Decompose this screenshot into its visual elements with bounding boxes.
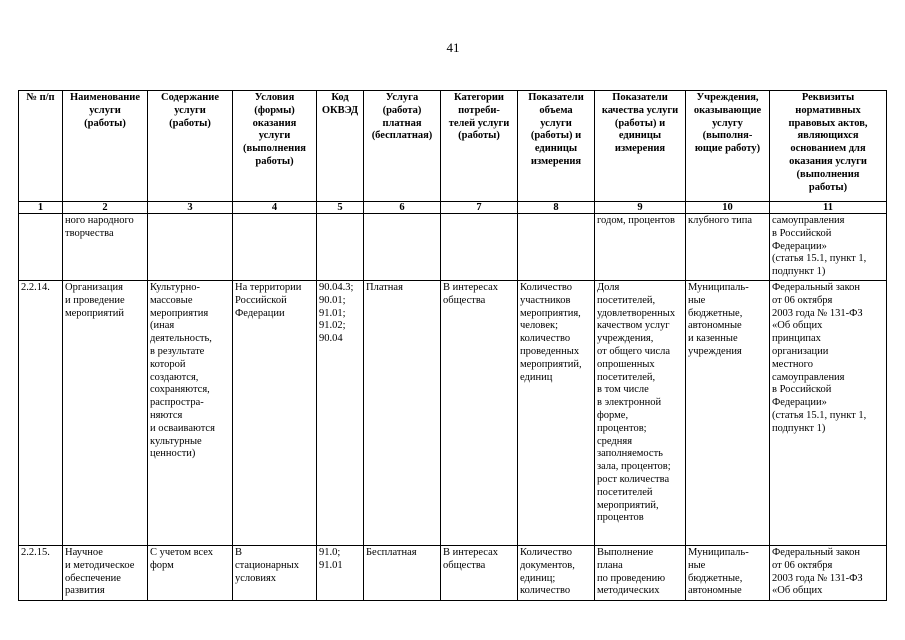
cell-line: (иная xyxy=(150,320,175,332)
cell-line: мероприятия, xyxy=(520,307,581,319)
table-cell xyxy=(317,214,364,281)
cell-line: являющихся xyxy=(797,130,859,142)
cell-line: (работы) xyxy=(458,130,500,142)
cell-line: основанием для xyxy=(790,143,866,155)
cell-line: деятельность, xyxy=(150,333,212,345)
table-cell xyxy=(19,281,63,546)
cell-line: форм xyxy=(150,559,174,571)
cell-line: единицы xyxy=(534,143,578,155)
cell-line: подпункт 1) xyxy=(772,266,826,278)
table-cell xyxy=(19,214,63,281)
column-number-row xyxy=(19,202,887,214)
cell-line: самоуправления xyxy=(772,215,845,226)
column-header-7 xyxy=(441,91,518,202)
cell-line: Показатели xyxy=(528,92,584,103)
table-cell xyxy=(364,214,441,281)
cell-line: 90.04 xyxy=(319,333,343,345)
cell-line: Код xyxy=(331,92,349,103)
cell-line: 91.01 xyxy=(319,559,343,571)
cell-line: 91.0; xyxy=(319,547,341,558)
cell-line: стационарных xyxy=(235,559,299,571)
table-cell xyxy=(233,546,317,601)
table-cell xyxy=(686,546,770,601)
cell-line: обеспечение xyxy=(65,572,121,584)
cell-line: заполняемость xyxy=(597,448,663,460)
cell-line: Федерации» xyxy=(772,397,827,409)
cell-line: мероприятий, xyxy=(597,499,659,511)
cell-line: создаются, xyxy=(150,371,199,383)
column-header-11 xyxy=(770,91,887,202)
cell-line: правовых актов, xyxy=(788,117,868,129)
cell-line: мероприятий, xyxy=(520,358,582,370)
column-header-3 xyxy=(148,91,233,202)
cell-line: ОКВЭД xyxy=(321,104,359,116)
cell-line: общества xyxy=(443,559,486,571)
cell-line: от 06 октября xyxy=(772,294,833,306)
cell-line: общества xyxy=(443,294,486,306)
cell-line: рост количества xyxy=(597,473,670,485)
cell-line: местного xyxy=(772,358,813,370)
cell-line: удовлетворенных xyxy=(597,307,676,319)
table-cell xyxy=(595,546,686,601)
cell-line: распростра- xyxy=(150,397,204,409)
cell-line: Культурно- xyxy=(150,282,200,293)
cell-line: (выполнения xyxy=(796,168,860,180)
column-number-1: 1 xyxy=(19,202,63,214)
cell-line: и казенные xyxy=(688,333,738,345)
cell-line: годом, процентов xyxy=(597,215,675,226)
cell-line: количество xyxy=(520,333,571,345)
cell-line: человек; xyxy=(520,320,559,332)
cell-line: документов, xyxy=(520,559,575,571)
column-number-6: 6 xyxy=(364,202,441,214)
cell-line: и осваиваются xyxy=(150,422,215,434)
cell-line: по проведению xyxy=(597,572,666,584)
cell-line: процентов; xyxy=(597,422,647,434)
cell-line: учреждения xyxy=(688,345,742,357)
cell-line: (работы) и xyxy=(530,130,582,142)
cell-line: 2.2.15. xyxy=(21,547,50,558)
cell-line: 2003 года № 131-ФЗ xyxy=(772,307,863,319)
cell-line: Доля xyxy=(597,282,620,293)
table-cell xyxy=(364,281,441,546)
cell-line: ценности) xyxy=(150,448,196,460)
cell-line: автономные xyxy=(688,320,742,332)
cell-line: 90.04.3; xyxy=(319,282,354,293)
table-cell xyxy=(595,214,686,281)
column-number-5: 5 xyxy=(317,202,364,214)
cell-line: культурные xyxy=(150,435,202,447)
cell-line: опрошенных xyxy=(597,358,655,370)
cell-line: В интересах xyxy=(443,282,498,293)
column-number-2: 2 xyxy=(63,202,148,214)
cell-line: (бесплатная) xyxy=(371,130,433,142)
cell-line: и проведение xyxy=(65,294,125,306)
column-number-11: 11 xyxy=(770,202,887,214)
cell-line: автономные xyxy=(688,585,742,597)
table-cell xyxy=(518,214,595,281)
cell-line: мероприятия xyxy=(150,307,209,319)
cell-line: (статья 15.1, пункт 1, xyxy=(772,253,867,265)
cell-line: единиц xyxy=(520,371,553,383)
table-cell xyxy=(148,546,233,601)
cell-line: ные xyxy=(688,294,706,306)
cell-line: Условия xyxy=(254,92,295,103)
column-number-10: 10 xyxy=(686,202,770,214)
cell-line: 91.02; xyxy=(319,320,346,332)
cell-line: от 06 октября xyxy=(772,559,833,571)
cell-line: единицы xyxy=(618,130,662,142)
table-cell xyxy=(441,546,518,601)
services-table xyxy=(18,90,887,601)
table-cell xyxy=(518,546,595,601)
column-number-7: 7 xyxy=(441,202,518,214)
cell-line: «Об общих xyxy=(772,320,823,332)
cell-line: «Об общих xyxy=(772,585,823,597)
cell-line: которой xyxy=(150,358,186,370)
cell-line: (статья 15.1, пункт 1, xyxy=(772,409,867,421)
page-number: 41 xyxy=(446,40,460,55)
cell-line: посетителей, xyxy=(597,294,656,306)
cell-line: 2.2.14. xyxy=(21,282,50,293)
table-cell xyxy=(770,214,887,281)
cell-line: работы) xyxy=(255,155,294,167)
cell-line: Научное xyxy=(65,547,103,558)
cell-line: в Российской xyxy=(772,227,832,239)
table-cell xyxy=(686,281,770,546)
cell-line: плана xyxy=(597,559,623,571)
table-cell xyxy=(19,546,63,601)
cell-line: Федерации xyxy=(235,307,285,319)
cell-line: посетителей xyxy=(597,486,653,498)
cell-line: от общего числа xyxy=(597,345,671,357)
table-cell xyxy=(233,281,317,546)
cell-line: 90.01; xyxy=(319,294,346,306)
cell-line: № п/п xyxy=(26,92,55,103)
column-header-4 xyxy=(233,91,317,202)
cell-line: Бесплатная xyxy=(366,547,417,558)
cell-line: объема xyxy=(539,104,573,116)
column-header-6 xyxy=(364,91,441,202)
cell-line: организации xyxy=(772,345,829,357)
table-cell xyxy=(518,281,595,546)
cell-line: единиц; xyxy=(520,572,556,584)
cell-line: в результате xyxy=(150,345,205,357)
cell-line: На территории xyxy=(235,282,302,293)
column-header-10 xyxy=(686,91,770,202)
table-cell xyxy=(148,214,233,281)
table-cell xyxy=(63,281,148,546)
cell-line: в электронной xyxy=(597,397,662,409)
table-cell xyxy=(317,546,364,601)
cell-line: (работы) xyxy=(84,117,126,129)
table-cell xyxy=(595,281,686,546)
cell-line: и методическое xyxy=(65,559,135,571)
cell-line: в Российской xyxy=(772,384,832,396)
cell-line: методических xyxy=(597,585,660,597)
cell-line: ного народного xyxy=(65,215,134,226)
table-cell xyxy=(770,546,887,601)
cell-line: форме, xyxy=(597,409,629,421)
cell-line: Реквизиты xyxy=(801,92,855,103)
column-header-8 xyxy=(518,91,595,202)
cell-line: (работа) xyxy=(382,104,422,116)
cell-line: телей услуги xyxy=(448,117,510,129)
cell-line: посетителей, xyxy=(597,371,656,383)
cell-line: зала, процентов; xyxy=(597,461,671,473)
cell-line: качеством услуг xyxy=(597,320,670,332)
cell-line: потреби- xyxy=(458,104,500,116)
cell-line: Показатели xyxy=(612,92,668,103)
table-body xyxy=(19,214,887,601)
cell-line: участников xyxy=(520,294,571,306)
table-row xyxy=(19,546,887,601)
table-cell xyxy=(317,281,364,546)
cell-line: подпункт 1) xyxy=(772,422,826,434)
cell-line: бюджетные, xyxy=(688,572,743,584)
cell-line: Услуга xyxy=(385,92,419,103)
cell-line: бюджетные, xyxy=(688,307,743,319)
table-row xyxy=(19,281,887,546)
cell-line: Платная xyxy=(366,282,403,293)
column-number-8: 8 xyxy=(518,202,595,214)
table-cell xyxy=(441,214,518,281)
cell-line: услуги xyxy=(89,104,121,116)
table-cell xyxy=(233,214,317,281)
column-header-2 xyxy=(63,91,148,202)
cell-line: измерения xyxy=(530,155,582,167)
cell-line: мероприятий xyxy=(65,307,124,319)
table-row xyxy=(19,214,887,281)
cell-line: услугу xyxy=(712,117,743,129)
column-number-9: 9 xyxy=(595,202,686,214)
cell-line: услуги xyxy=(174,104,206,116)
cell-line: (работы) xyxy=(169,117,211,129)
cell-line: (формы) xyxy=(254,104,295,116)
cell-line: 91.01; xyxy=(319,307,346,319)
cell-line: клубного типа xyxy=(688,215,753,226)
cell-line: Содержание xyxy=(161,92,219,103)
table-cell xyxy=(441,281,518,546)
cell-line: процентов xyxy=(597,512,644,524)
cell-line: услуги xyxy=(258,130,291,142)
cell-line: ющие работу) xyxy=(694,143,761,155)
column-header-9 xyxy=(595,91,686,202)
cell-line: оказывающие xyxy=(693,104,762,116)
cell-line: (выполня- xyxy=(702,130,753,142)
table-cell xyxy=(63,546,148,601)
table-header-row xyxy=(19,91,887,202)
cell-line: количество xyxy=(520,585,571,597)
cell-line: работы) xyxy=(808,181,848,193)
cell-line: принципах xyxy=(772,333,821,345)
cell-line: Категории xyxy=(454,92,504,103)
cell-line: самоуправления xyxy=(772,371,845,383)
cell-line: учреждения, xyxy=(597,333,654,345)
cell-line: Российской xyxy=(235,294,287,306)
cell-line: оказания услуги xyxy=(789,155,867,167)
table-cell xyxy=(770,281,887,546)
cell-line: В интересах xyxy=(443,547,498,558)
cell-line: (работы) и xyxy=(614,117,666,129)
cell-line: няются xyxy=(150,409,183,421)
column-header-5 xyxy=(317,91,364,202)
cell-line: сохраняются, xyxy=(150,384,210,396)
cell-line: в том числе xyxy=(597,384,649,396)
cell-line: С учетом всех xyxy=(150,547,214,558)
cell-line: Муниципаль- xyxy=(688,282,749,293)
cell-line: средняя xyxy=(597,435,633,447)
cell-line: качества услуги xyxy=(601,104,679,116)
cell-line: В xyxy=(235,547,243,558)
cell-line: условиях xyxy=(235,572,277,584)
cell-line: Муниципаль- xyxy=(688,547,749,558)
cell-line: Федерации» xyxy=(772,240,827,252)
cell-line: 2003 года № 131-ФЗ xyxy=(772,572,863,584)
cell-line: платная xyxy=(382,117,422,129)
column-number-4: 4 xyxy=(233,202,317,214)
cell-line: измерения xyxy=(614,143,666,155)
cell-line: Федеральный закон xyxy=(772,547,861,558)
cell-line: Наименование xyxy=(70,92,140,103)
cell-line: (выполнения xyxy=(243,143,306,155)
cell-line: Количество xyxy=(520,282,573,293)
table-cell xyxy=(364,546,441,601)
cell-line: развития xyxy=(65,585,105,597)
column-number-3: 3 xyxy=(148,202,233,214)
column-header-1 xyxy=(19,91,63,202)
cell-line: Учреждения, xyxy=(696,92,759,103)
cell-line: услуги xyxy=(540,117,572,129)
cell-line: оказания xyxy=(252,117,297,129)
table-cell xyxy=(686,214,770,281)
cell-line: ные xyxy=(688,559,706,571)
cell-line: Количество xyxy=(520,547,573,558)
cell-line: нормативных xyxy=(795,104,861,116)
table-cell xyxy=(63,214,148,281)
cell-line: проведенных xyxy=(520,345,580,357)
cell-line: массовые xyxy=(150,294,193,306)
cell-line: Выполнение xyxy=(597,547,654,558)
table-cell xyxy=(148,281,233,546)
cell-line: Федеральный закон xyxy=(772,282,861,293)
cell-line: творчества xyxy=(65,227,114,239)
cell-line: Организация xyxy=(65,282,123,293)
